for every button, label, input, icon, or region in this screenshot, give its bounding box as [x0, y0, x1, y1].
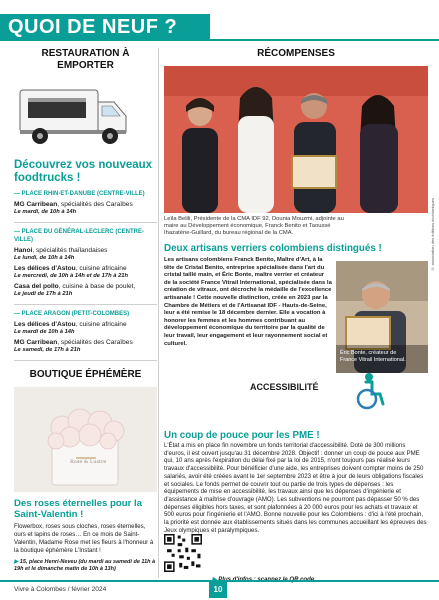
vendor-schedule: Le mardi de 10h à 14h	[14, 329, 75, 335]
place-label: — PLACE DU GÉNÉRAL-LECLERC (CENTRE-VILLE)	[14, 229, 144, 243]
boutique-title: BOUTIQUE ÉPHÉMÈRE	[29, 369, 142, 380]
accessibilite-heading: Un coup de pouce pour les PME !	[164, 430, 320, 441]
page-number: 10	[209, 582, 227, 598]
header-rule	[0, 39, 439, 41]
separator	[14, 360, 157, 361]
qr-code-icon[interactable]	[164, 534, 202, 572]
separator	[14, 304, 157, 305]
vendor-entry: Casa del pollo, cuisine à base de poulet,	[14, 283, 136, 290]
page-footer	[0, 580, 439, 600]
separator	[14, 222, 157, 223]
section-rhin-danube	[14, 190, 157, 216]
vendor-schedule: Le samedi, de 17h à 21h	[14, 347, 81, 353]
restauration-title: RESTAURATION À EMPORTER	[41, 48, 130, 71]
accessibilite-title: ACCESSIBILITÉ	[250, 382, 319, 392]
left-column	[14, 48, 157, 572]
box-brand-text: Rose & Lustre	[70, 459, 107, 465]
boutique-address: ▶ 15, place Henri-Neveu (du mardi au samedi de 11h à 19h et le dimanche matin de 10h à 13h)	[14, 559, 156, 572]
page-title: QUOI DE NEUF ?	[8, 16, 178, 38]
wheelchair-icon	[352, 372, 388, 410]
vendor-schedule: Le mercredi, de 10h à 14h et de 17h à 21h	[14, 273, 129, 279]
recompenses-title: RÉCOMPENSES	[257, 48, 335, 59]
vendor-entry: Les délices d'Astou, cuisine africaine	[14, 265, 127, 272]
artisans-heading: Deux artisans verriers colombiens distingués !	[164, 243, 382, 254]
vendor-entry: Hanoi, spécialités thaïlandaises	[14, 247, 108, 254]
accessibilite-body: L'État a mis en place fin novembre un fonds territorial d'accessibilité. Doté de 300 millions d'euros, il est ouvert jusqu'au 31 décembre 2028. Objectif : donner un coup de pouce aux PME qui, 10 ans après l'expiration du délai fixé par la loi de 2015, n'ont toujours pas réalisé leurs travaux d'accessibilité. Pour bénéficier d'une aide, les entreprises doivent compter moins de 250 salariés, avoir été créées avant le 1er septembre 2023 et être à jour de leurs obligations fiscales et sociales. Le fonds permet de couvrir tout ou partie de trois types de dépenses : les équipements de mise en accessibilité, les travaux ainsi que les dépenses d'ingénierie et d'assistance à maîtrise d'ouvrage (AMO). Les subventions ne pourront pas dépasser 50 % des dépenses éligibles hors taxes, et sont plafonnées à 20 000 euros pour les achats et travaux et 500 euros pour l'ingénierie et l'AMO. Bonne nouvelle pour les Colombiens : d'ici à l'été prochain, la priorité est donnée aux établissements situés dans les communes accueillant les épreuves des Jeux olympiques et paralympiques.	[164, 442, 427, 534]
vendor-entry: MG Carribean, spécialités des Caraïbes	[14, 339, 133, 346]
rose-box-illustration	[14, 387, 157, 492]
right-column	[164, 48, 435, 534]
award-group-photo	[164, 66, 428, 213]
foodtruck-illustration	[14, 80, 134, 148]
place-label: — PLACE ARAGON (PETIT-COLOMBES)	[14, 311, 130, 317]
accessibilite-header	[164, 372, 428, 416]
photo-credit: © association des éditions économiques	[430, 198, 435, 272]
vendor-schedule: Le jeudi de 17h à 21h	[14, 291, 73, 297]
page-header	[0, 0, 439, 40]
column-divider	[158, 48, 159, 578]
vendor-schedule: Le mardi, de 10h à 14h	[14, 209, 77, 215]
rose-box-photo	[14, 387, 157, 492]
vendor-entry: Les délices d'Astou, cuisine africaine	[14, 321, 127, 328]
section-leclerc	[14, 228, 157, 298]
location-pin-icon: ▶	[14, 559, 19, 565]
magazine-issue: Vivre à Colombes / février 2024	[14, 586, 107, 593]
eric-bonte-caption: Éric Bonte, créateur de France Vitrail International.	[340, 350, 406, 363]
boutique-heading: Des roses éternelles pour la Saint-Valentin !	[14, 498, 142, 520]
section-aragon	[14, 310, 157, 354]
place-label: — PLACE RHIN-ET-DANUBE (CENTRE-VILLE)	[14, 191, 145, 197]
vendor-schedule: Le lundi, de 10h à 14h	[14, 255, 75, 261]
vendor-entry: MG Carribean, spécialités des Caraïbes	[14, 201, 133, 208]
award-group-illustration	[164, 66, 428, 213]
boutique-body: Flowerbox, roses sous cloches, roses éternelles, ours et lapins de roses… En ce mois de Saint-Valentin, Madame Rose met les fleurs à l'honneur à la boutique éphémère L'Instant !	[14, 523, 154, 554]
restauration-heading: Découvrez vos nouveaux foodtrucks !	[14, 159, 153, 184]
artisans-body: Les artisans colombiens Franck Benito, Maître d'Art, à la tête de Cristal Benito, entreprise spécialisée dans l'art du cristal taillé main, et Éric Bonte, maître verrier et créateur de la société France Vitrail International, spécialisée dans la création de vitraux, ont décroché la médaille de l'excellence artisanale ! Cette nouvelle distinction, créée en 2023 par la Chambre de Métiers et de l'Artisanat IDF - Hauts-de-Seine, leur a été remise le 18 décembre dernier. Elle a vocation à honorer les femmes et les hommes contribuant au développement économique du territoire par la qualité de leur travail, leur engagement et leur rayonnement social et culturel.	[164, 257, 332, 347]
award-photo-caption: Leïla Belili, Présidente de la CMA IDF 92, Dounia Mouzmi, adjointe au maire au Développement économique, Franck Benito et Taoussé Ihazatène-Guillard, du bureau régional de la CMA.	[164, 216, 344, 236]
